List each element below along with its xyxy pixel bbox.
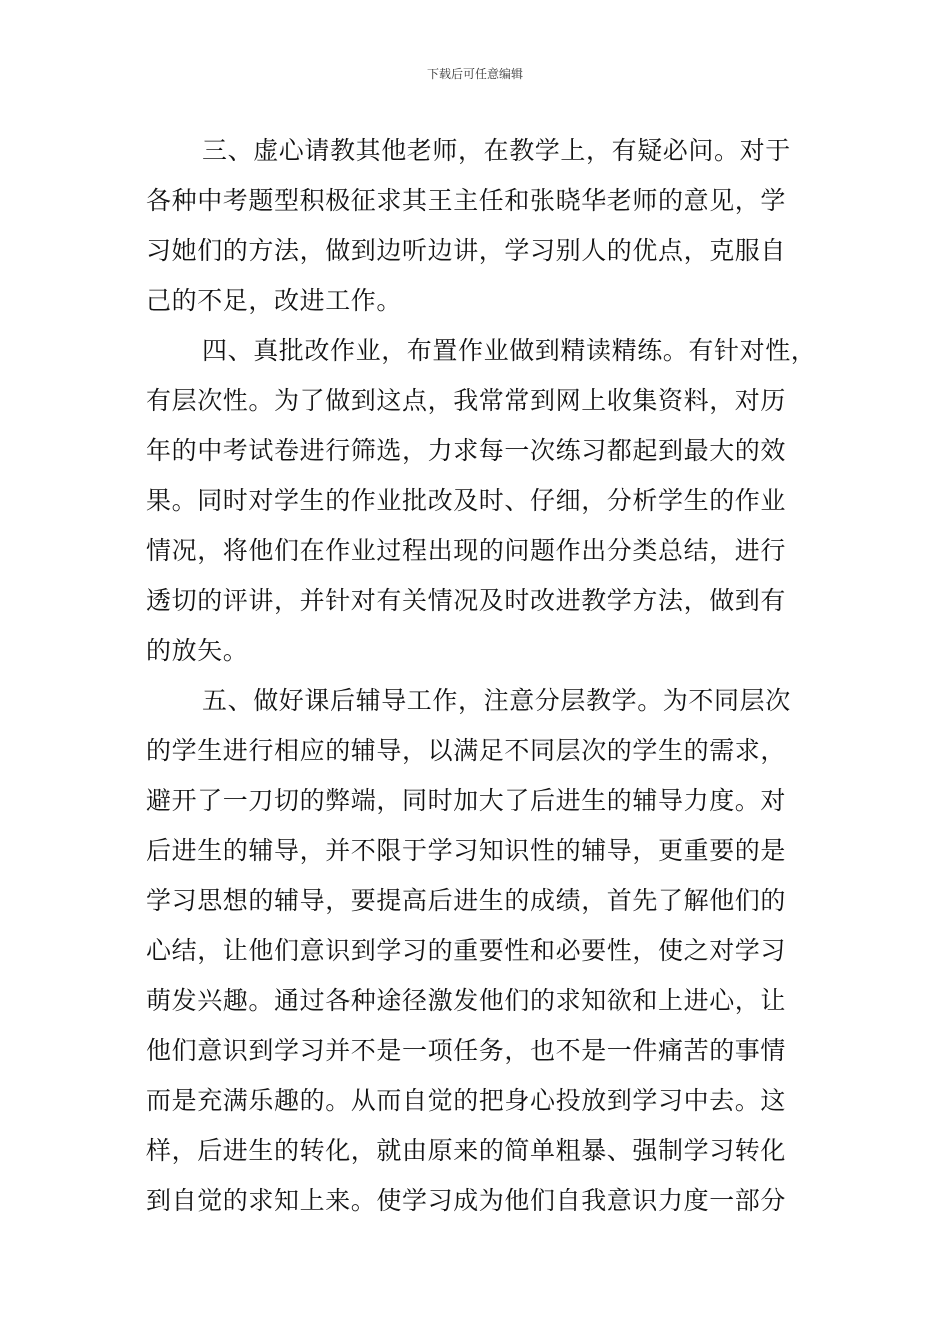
- paragraph-three: [146, 126, 808, 326]
- paragraph-line: 习她们的方法，做到边听边讲，学习别人的优点，克服自: [146, 236, 787, 265]
- paragraph-line: 样，后进生的转化，就由原来的简单粗暴、强制学习转化: [146, 1136, 787, 1165]
- paragraph-line: 四、真批改作业，布置作业做到精读精练。有针对性，: [202, 336, 817, 365]
- paragraph-line: 有层次性。为了做到这点，我常常到网上收集资料，对历: [146, 386, 787, 415]
- document-body: [146, 126, 817, 1226]
- paragraph-line: 萌发兴趣。通过各种途径激发他们的求知欲和上进心，让: [146, 986, 787, 1015]
- paragraph-line: 学习思想的辅导，要提高后进生的成绩，首先了解他们的: [146, 886, 787, 915]
- paragraph-line: 五、做好课后辅导工作，注意分层教学。为不同层次: [202, 686, 791, 715]
- paragraph-line: 情况，将他们在作业过程出现的问题作出分类总结，进行: [146, 536, 787, 565]
- paragraph-line: 而是充满乐趣的。从而自觉的把身心投放到学习中去。这: [146, 1086, 787, 1115]
- paragraph-line: 年的中考试卷进行筛选，力求每一次练习都起到最大的效: [146, 436, 787, 465]
- paragraph-line: 后进生的辅导，并不限于学习知识性的辅导，更重要的是: [146, 836, 787, 865]
- paragraph-line: 果。同时对学生的作业批改及时、仔细，分析学生的作业: [146, 486, 787, 515]
- paragraph-four: [146, 326, 817, 676]
- paragraph-five: [146, 676, 808, 1226]
- paragraph-line: 各种中考题型积极征求其王主任和张晓华老师的意见，学: [146, 186, 787, 215]
- page-header-note: 下载后可任意编辑: [426, 67, 523, 81]
- paragraph-line: 三、虚心请教其他老师，在教学上，有疑必问。对于: [202, 136, 791, 165]
- paragraph-line: 到自觉的求知上来。使学习成为他们自我意识力度一部分: [146, 1186, 787, 1215]
- paragraph-line: 的学生进行相应的辅导，以满足不同层次的学生的需求，: [146, 736, 787, 765]
- paragraph-line: 避开了一刀切的弊端，同时加大了后进生的辅导力度。对: [146, 786, 787, 815]
- paragraph-line: 己的不足，改进工作。: [146, 286, 403, 315]
- paragraph-line: 心结，让他们意识到学习的重要性和必要性，使之对学习: [146, 936, 787, 965]
- paragraph-line: 的放矢。: [146, 636, 249, 665]
- paragraph-line: 他们意识到学习并不是一项任务，也不是一件痛苦的事情: [146, 1036, 787, 1065]
- paragraph-line: 透切的评讲，并针对有关情况及时改进教学方法，做到有: [146, 586, 787, 615]
